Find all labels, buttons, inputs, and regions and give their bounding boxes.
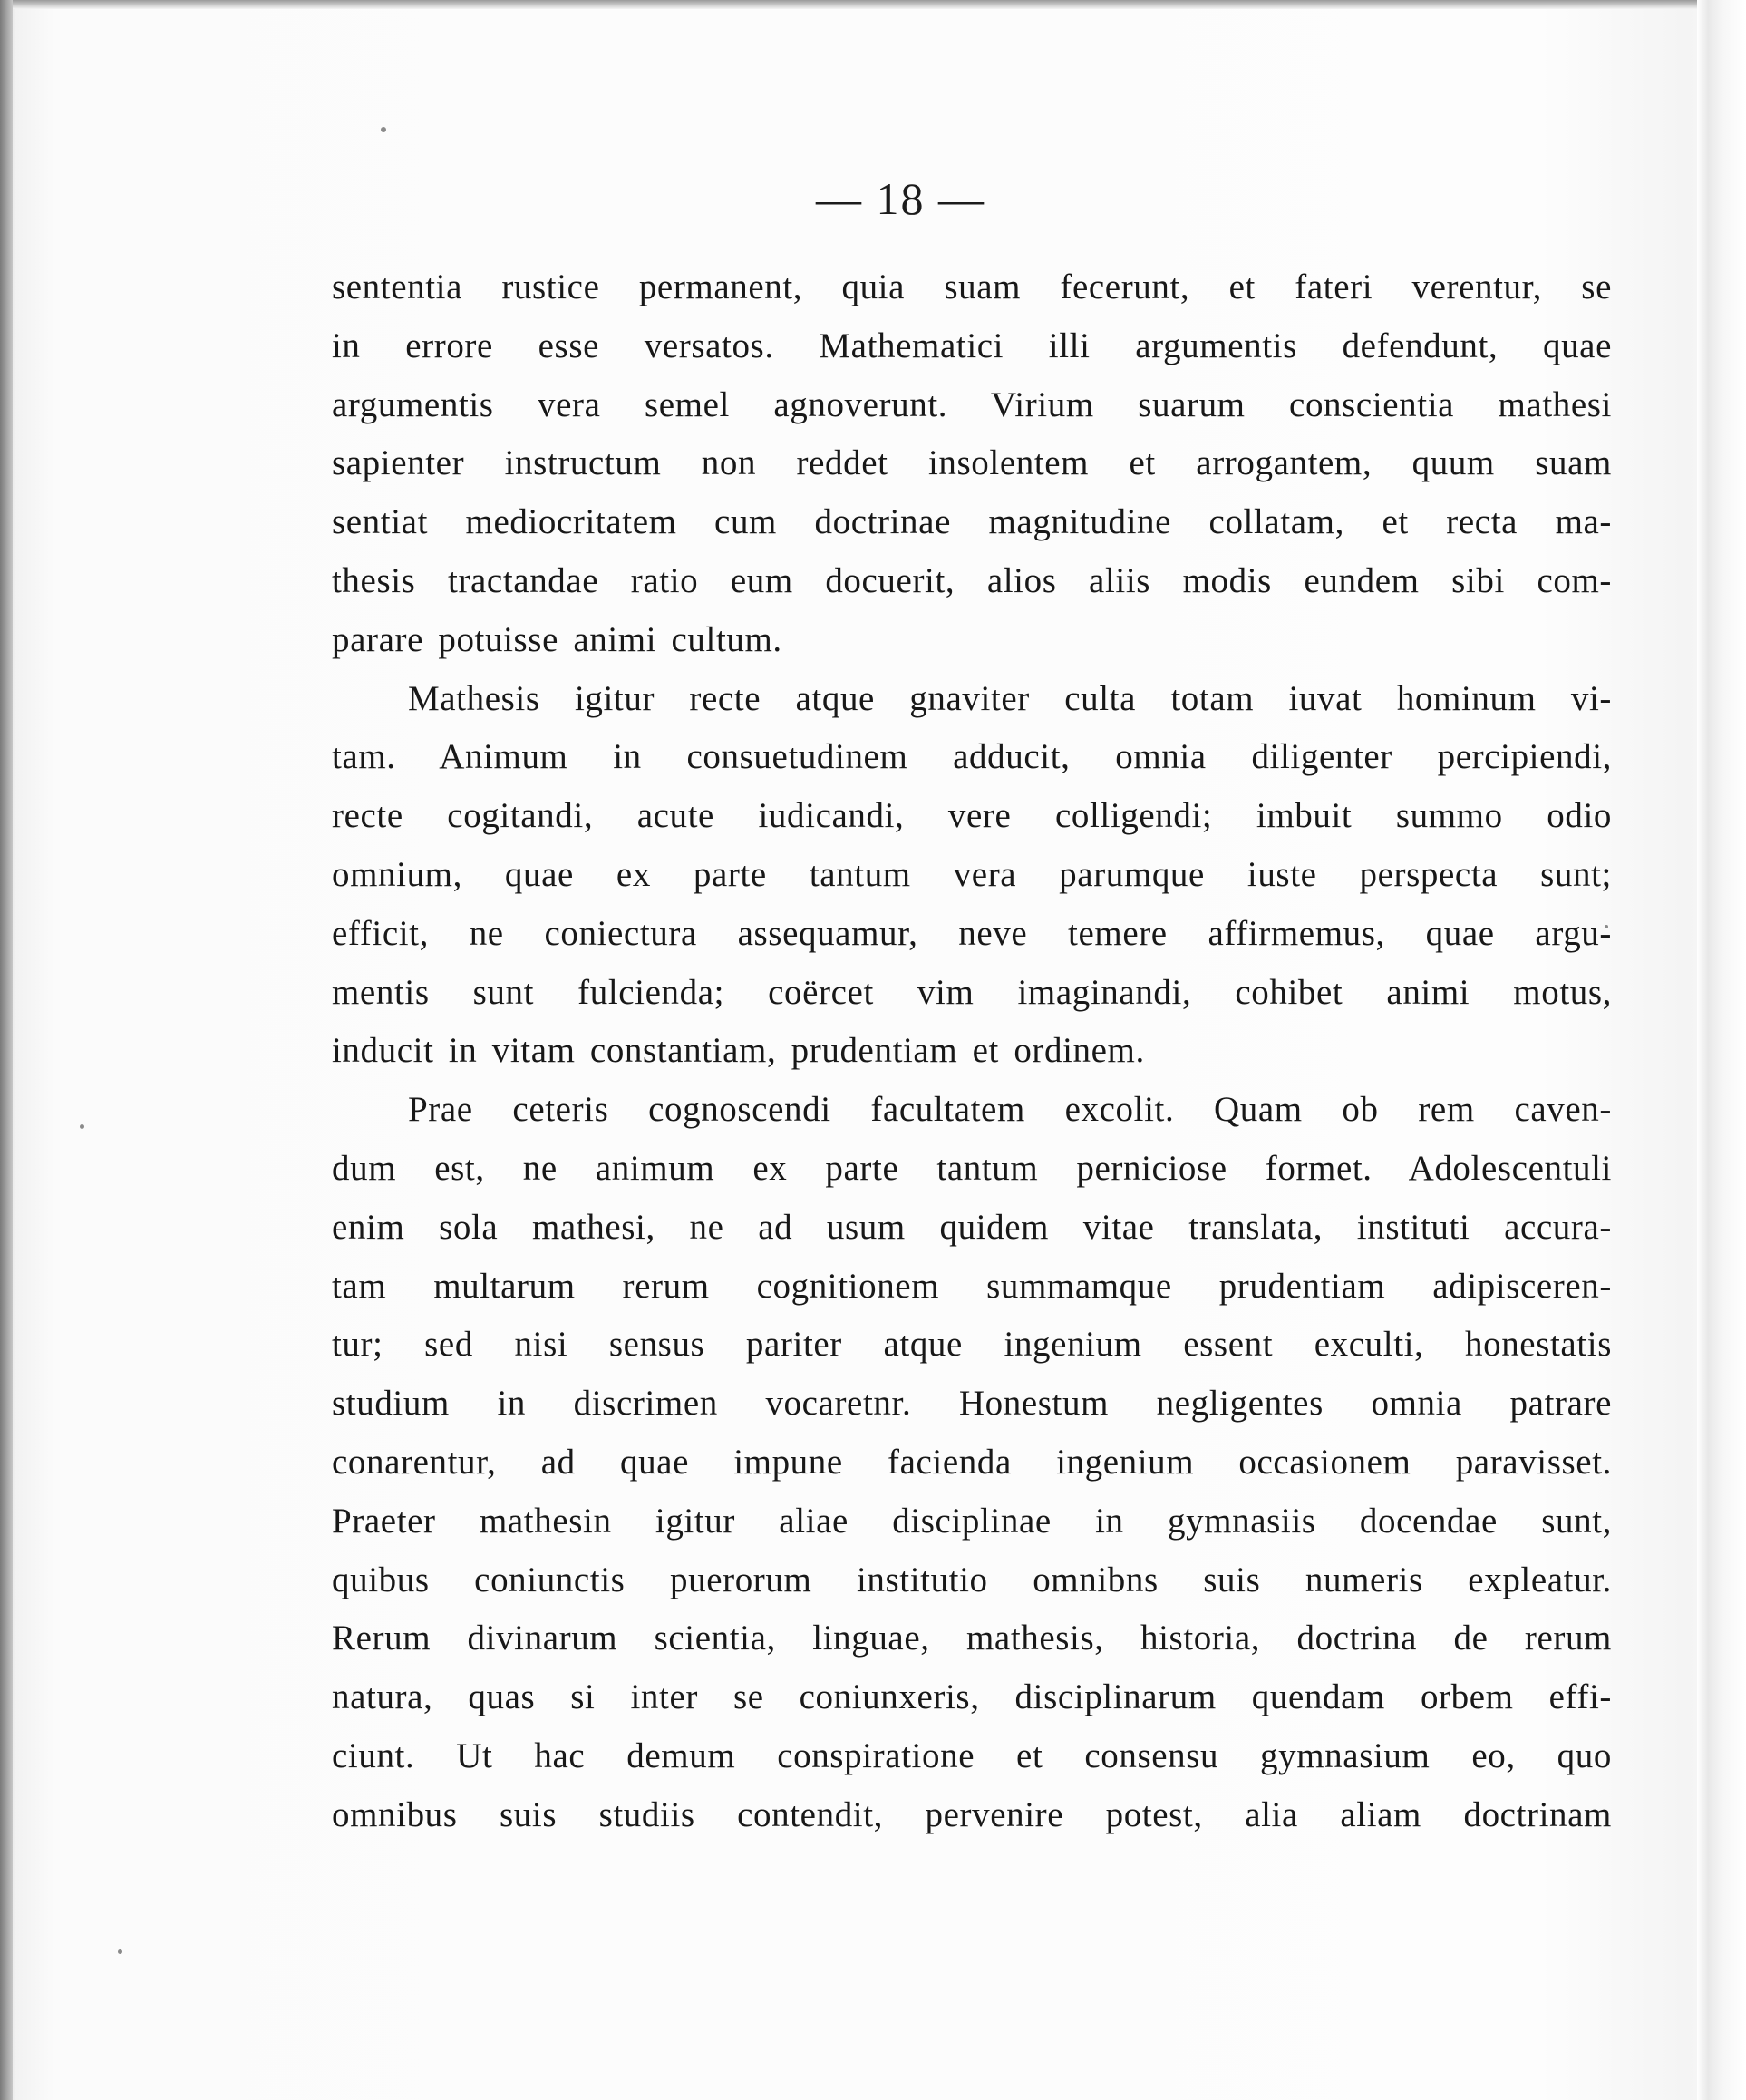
text-line: studium in discrimen vocaretnr. Honestum negligentes omnia patrare bbox=[332, 1384, 1612, 1424]
left-binding-edge bbox=[0, 0, 13, 2100]
text-line: inducit in vitam constantiam, prudentiam et ordinem. bbox=[332, 1031, 1145, 1071]
text-line: sentiat mediocritatem cum doctrinae magnitudine collatam, et recta ma- bbox=[332, 502, 1612, 542]
right-page-fold bbox=[1697, 0, 1746, 2100]
text-line: tur; sed nisi sensus pariter atque ingenium essent exculti, honestatis bbox=[332, 1325, 1612, 1365]
text-line: in errore esse versatos. Mathematici illi argumentis defendunt, quae bbox=[332, 326, 1612, 365]
text-line: argumentis vera semel agnoverunt. Virium suarum conscientia mathesi bbox=[332, 384, 1612, 424]
paper-speck bbox=[381, 127, 386, 132]
text-line: sententia rustice permanent, quia suam fecerunt, et fateri verentur, se bbox=[332, 267, 1612, 306]
text-line: Mathesis igitur recte atque gnaviter culta totam iuvat hominum vi- bbox=[408, 678, 1612, 718]
text-line: enim sola mathesi, ne ad usum quidem vitae translata, instituti accura- bbox=[332, 1207, 1612, 1247]
paper-speck bbox=[80, 1124, 84, 1129]
text-line: efficit, ne coniectura assequamur, neve temere affirmemus, quae argu- bbox=[332, 913, 1612, 953]
text-line: dum est, ne animum ex parte tantum perniciose formet. Adolescentuli bbox=[332, 1148, 1612, 1188]
body-text bbox=[332, 258, 1612, 1845]
top-page-edge bbox=[0, 0, 1746, 9]
text-line: Prae ceteris cognoscendi facultatem excolit. Quam ob rem caven- bbox=[408, 1090, 1612, 1130]
text-line: ciunt. Ut hac demum conspiratione et consensu gymnasium eo, quo bbox=[332, 1735, 1612, 1775]
text-line: tam multarum rerum cognitionem summamque prudentiam adipisceren- bbox=[332, 1266, 1612, 1306]
text-line: omnium, quae ex parte tantum vera parumque iuste perspecta sunt; bbox=[332, 854, 1612, 894]
text-line: quibus coniunctis puerorum institutio omnibns suis numeris expleatur. bbox=[332, 1560, 1612, 1599]
text-line: conarentur, ad quae impune facienda ingenium occasionem paravisset. bbox=[332, 1442, 1612, 1482]
paper-speck bbox=[118, 1949, 122, 1954]
text-line: Rerum divinarum scientia, linguae, mathesis, historia, doctrina de rerum bbox=[332, 1619, 1612, 1658]
text-line: recte cogitandi, acute iudicandi, vere colligendi; imbuit summo odio bbox=[332, 796, 1612, 836]
text-line: parare potuisse animi cultum. bbox=[332, 619, 782, 659]
text-line: thesis tractandae ratio eum docuerit, alios aliis modis eundem sibi com- bbox=[332, 560, 1612, 600]
text-line: omnibus suis studiis contendit, pervenire potest, alia aliam doctrinam bbox=[332, 1794, 1612, 1834]
text-line: sapienter instructum non reddet insolentem et arrogantem, quum suam bbox=[332, 443, 1612, 483]
text-line: natura, quas si inter se coniunxeris, disciplinarum quendam orbem effi- bbox=[332, 1677, 1612, 1717]
text-line: Praeter mathesin igitur aliae disciplinae in gymnasiis docendae sunt, bbox=[332, 1501, 1612, 1541]
text-line: tam. Animum in consuetudinem adducit, omnia diligenter percipiendi, bbox=[332, 737, 1612, 777]
text-line: mentis sunt fulcienda; coërcet vim imaginandi, cohibet animi motus, bbox=[332, 972, 1612, 1012]
page-number: — 18 — bbox=[816, 173, 985, 224]
